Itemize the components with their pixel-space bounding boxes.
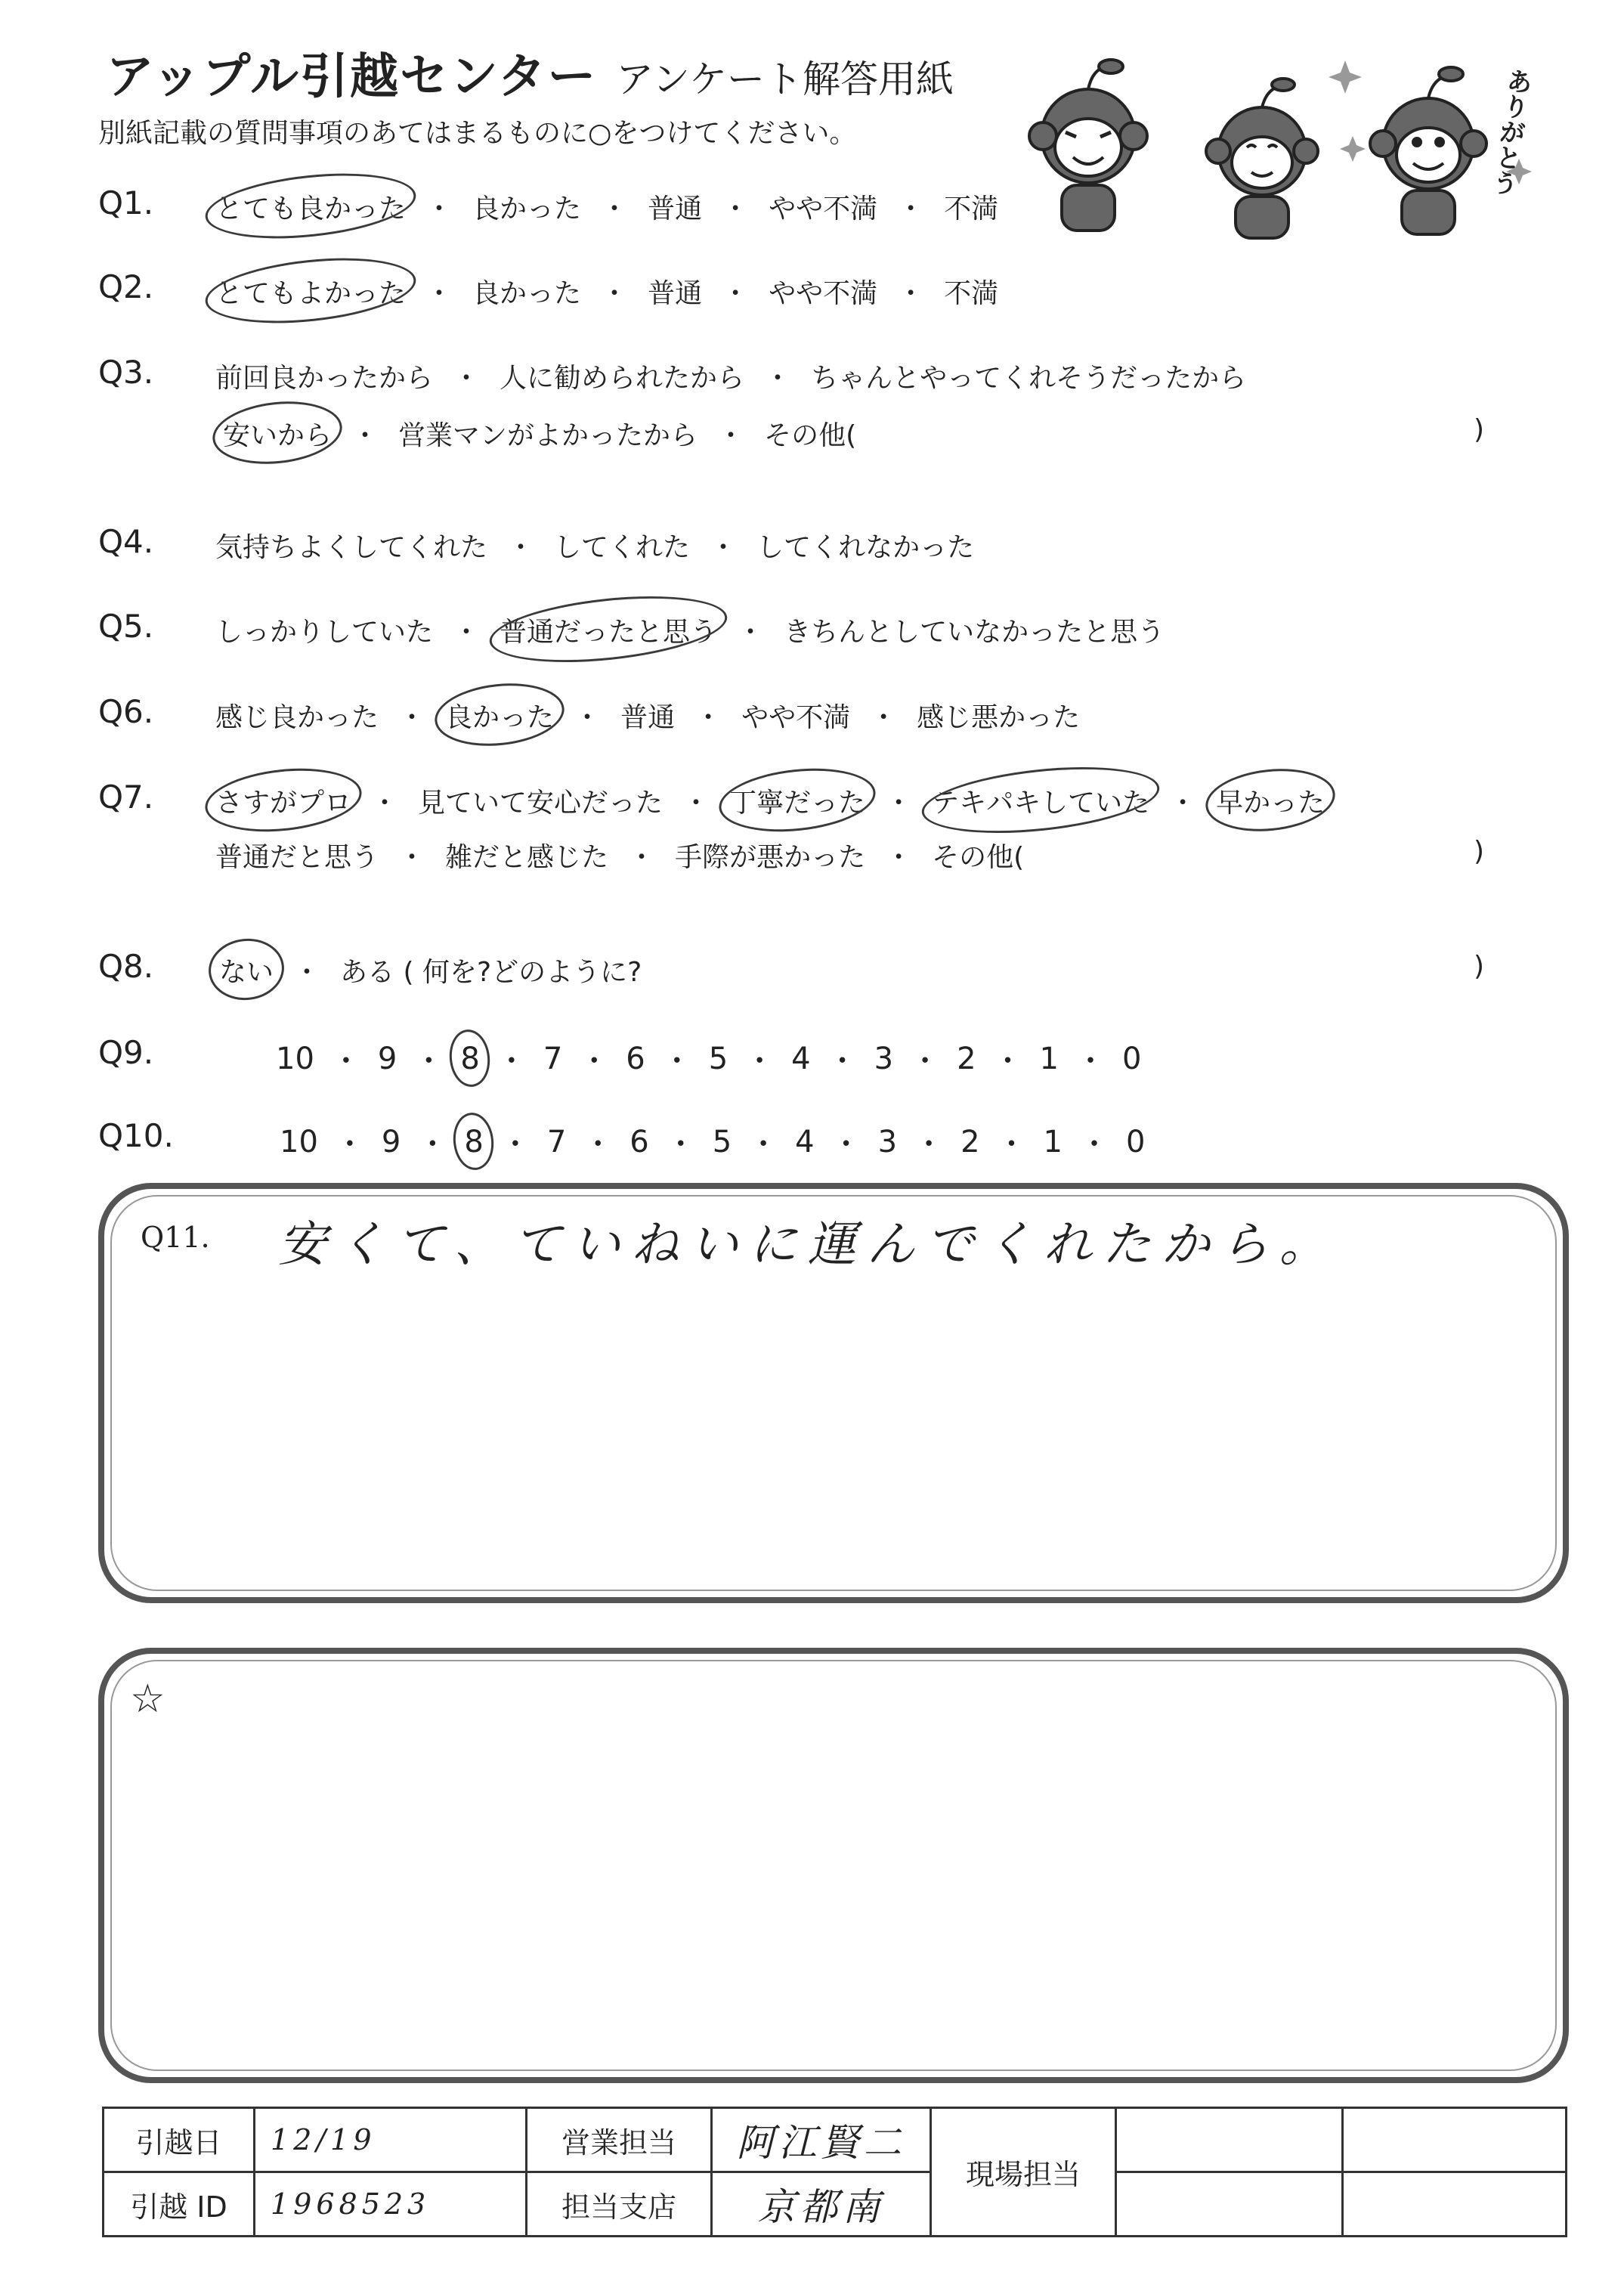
q6-option[interactable]: 普通: [620, 702, 676, 733]
q7-option[interactable]: 雑だと感じた: [445, 842, 609, 873]
q10-score[interactable]: 10: [280, 1124, 318, 1159]
footer-info-table: [102, 2107, 1567, 2237]
q3-option[interactable]: 前回良かったから: [215, 363, 434, 394]
q5-option[interactable]: しっかりしていた: [215, 617, 434, 648]
monkey-mascot-icon: [1206, 79, 1318, 238]
q2-option[interactable]: 不満: [944, 278, 999, 309]
q7-option[interactable]: 早かった: [1216, 782, 1325, 820]
q9-label: Q9.: [98, 1034, 154, 1071]
q7-option[interactable]: その他(: [932, 842, 1025, 873]
q11-label: Q11.: [141, 1221, 210, 1254]
q3-option[interactable]: その他(: [764, 420, 857, 451]
q3-close-paren: ): [1474, 414, 1485, 445]
q11-answer-box[interactable]: [98, 1183, 1569, 1603]
q2-label: Q2.: [98, 268, 154, 305]
q10-score[interactable]: 3: [877, 1124, 898, 1159]
q6-option[interactable]: やや不満: [741, 702, 851, 733]
q11-answer-text: 安くて、ていねいに運んでくれたから。: [278, 1217, 1338, 1273]
q4-option[interactable]: してくれた: [554, 532, 691, 563]
q7-option[interactable]: さすがプロ: [215, 782, 351, 820]
q7-options-line2: 普通だと思う ・ 雑だと感じた ・ 手際が悪かった ・ その他(: [215, 836, 1024, 875]
q7-label: Q7.: [98, 779, 154, 816]
q3-option[interactable]: 営業マンがよかったから: [398, 420, 698, 451]
q9-score[interactable]: 4: [791, 1041, 811, 1076]
q8-options: ない ・ ある ( 何を?どのように?: [219, 951, 642, 989]
branch-value[interactable]: 京都南: [712, 2172, 931, 2237]
q9-score[interactable]: 2: [957, 1041, 976, 1076]
free-comment-box[interactable]: [98, 1648, 1569, 2083]
q10-score[interactable]: 4: [795, 1124, 815, 1159]
q3-option[interactable]: 人に勧められたから: [500, 363, 745, 394]
q8-label: Q8.: [98, 948, 154, 985]
q3-options-line1: 前回良かったから ・ 人に勧められたから ・ ちゃんとやってくれそうだったから: [215, 357, 1246, 395]
q5-option[interactable]: きちんとしていなかったと思う: [784, 617, 1165, 648]
branch-label: 担当支店: [527, 2172, 712, 2237]
q9-score[interactable]: 1: [1039, 1041, 1059, 1076]
q8-option[interactable]: ある ( 何を?どのように?: [340, 957, 642, 988]
q1-option[interactable]: 不満: [944, 193, 999, 224]
monkey-mascots-illustration: [1020, 45, 1564, 242]
site-staff-cell[interactable]: [1343, 2108, 1567, 2172]
q3-label: Q3.: [98, 354, 154, 391]
q3-option[interactable]: 安いから: [223, 414, 332, 453]
company-name: アップル引越センター: [106, 49, 598, 105]
star-icon: ☆: [130, 1676, 165, 1722]
q6-option[interactable]: 良かった: [445, 696, 554, 735]
q10-score[interactable]: 0: [1125, 1124, 1146, 1159]
q7-option[interactable]: 見ていて安心だった: [418, 788, 664, 819]
q1-option[interactable]: やや不満: [769, 193, 878, 224]
q2-option[interactable]: 普通: [648, 278, 703, 309]
q6-options: 感じ良かった ・ 良かった ・ 普通 ・ やや不満 ・ 感じ悪かった: [215, 696, 1080, 735]
q9-score[interactable]: 3: [874, 1041, 894, 1076]
q5-options: しっかりしていた ・ 普通だったと思う ・ きちんとしていなかったと思う: [215, 611, 1165, 649]
form-title: アンケート解答用紙: [616, 57, 954, 101]
site-staff-cell[interactable]: [1116, 2108, 1343, 2172]
q10-score[interactable]: 1: [1043, 1124, 1063, 1159]
q10-score[interactable]: 9: [381, 1124, 401, 1159]
q10-score[interactable]: 2: [960, 1124, 980, 1159]
move-id-label: 引越 ID: [104, 2172, 255, 2237]
q9-score[interactable]: 0: [1121, 1041, 1142, 1076]
q1-option[interactable]: とても良かった: [215, 187, 406, 226]
site-staff-label: 現場担当: [931, 2108, 1116, 2237]
q10-score[interactable]: 5: [712, 1124, 732, 1159]
q6-option[interactable]: 感じ悪かった: [917, 702, 1081, 733]
q7-options-line1: さすがプロ ・ 見ていて安心だった ・ 丁寧だった ・ テキパキしていた ・ 早かった: [215, 782, 1325, 820]
q5-label: Q5.: [98, 608, 154, 645]
site-staff-cell[interactable]: [1343, 2172, 1567, 2237]
q10-score[interactable]: 6: [629, 1124, 649, 1159]
q9-score[interactable]: 9: [377, 1041, 397, 1076]
q2-option[interactable]: 良かった: [472, 278, 582, 309]
q4-option[interactable]: 気持ちよくしてくれた: [215, 532, 488, 563]
sales-rep-value[interactable]: 阿江賢二: [712, 2108, 931, 2172]
monkey-mascot-icon: [1029, 60, 1147, 231]
q6-option[interactable]: 感じ良かった: [215, 702, 379, 733]
q2-options: とてもよかった ・ 良かった ・ 普通 ・ やや不満 ・ 不満: [215, 272, 998, 311]
q4-options: 気持ちよくしてくれた ・ してくれた ・ してくれなかった: [215, 526, 974, 565]
q9-score[interactable]: 5: [708, 1041, 728, 1076]
q10-label: Q10.: [98, 1117, 174, 1154]
mascot-caption: ありがとう: [1486, 66, 1534, 198]
free-comment-box-inner-border: [110, 1660, 1557, 2071]
q8-option[interactable]: ない: [219, 951, 274, 989]
q6-label: Q6.: [98, 693, 154, 730]
q7-close-paren: ): [1474, 836, 1485, 867]
q9-score[interactable]: 8: [460, 1041, 480, 1076]
q10-score[interactable]: 8: [464, 1124, 484, 1159]
q7-option[interactable]: 丁寧だった: [729, 782, 865, 820]
q2-option[interactable]: とてもよかった: [215, 272, 406, 311]
q9-score[interactable]: 10: [276, 1041, 314, 1076]
q7-option[interactable]: テキパキしていた: [932, 782, 1149, 820]
q5-option[interactable]: 普通だったと思う: [500, 611, 717, 649]
instruction-text: 別紙記載の質問事項のあてはまるものに○をつけてください。: [98, 118, 857, 149]
q7-option[interactable]: 普通だと思う: [215, 842, 379, 873]
q10-score[interactable]: 7: [546, 1124, 567, 1159]
q9-score[interactable]: 7: [543, 1041, 563, 1076]
q9-scale: 10 ・ 9 ・ 8 ・ 7 ・ 6 ・ 5 ・ 4 ・ 3 ・ 2 ・ 1 ・ 0: [276, 1041, 1142, 1079]
q1-options: とても良かった ・ 良かった ・ 普通 ・ やや不満 ・ 不満: [215, 187, 998, 226]
monkey-mascot-icon: [1370, 67, 1486, 234]
site-staff-cell[interactable]: [1116, 2172, 1343, 2237]
q1-label: Q1.: [98, 184, 154, 221]
q4-label: Q4.: [98, 523, 154, 560]
q10-scale: 10 ・ 9 ・ 8 ・ 7 ・ 6 ・ 5 ・ 4 ・ 3 ・ 2 ・ 1 ・ 0: [280, 1124, 1146, 1162]
q3-option[interactable]: ちゃんとやってくれそうだったから: [811, 363, 1247, 394]
q2-option[interactable]: やや不満: [769, 278, 878, 309]
move-date-label: 引越日: [104, 2108, 255, 2172]
move-date-value[interactable]: 12/19: [255, 2108, 527, 2172]
q1-option[interactable]: 普通: [648, 193, 703, 224]
q9-score[interactable]: 6: [626, 1041, 645, 1076]
sales-rep-label: 営業担当: [527, 2108, 712, 2172]
q4-option[interactable]: してくれなかった: [756, 532, 975, 563]
q1-option[interactable]: 良かった: [472, 193, 582, 224]
q7-option[interactable]: 手際が悪かった: [675, 842, 866, 873]
q8-close-paren: ): [1474, 951, 1485, 982]
q3-options-line2: 安いから ・ 営業マンがよかったから ・ その他(: [223, 414, 856, 453]
move-id-value[interactable]: 1968523: [255, 2172, 527, 2237]
